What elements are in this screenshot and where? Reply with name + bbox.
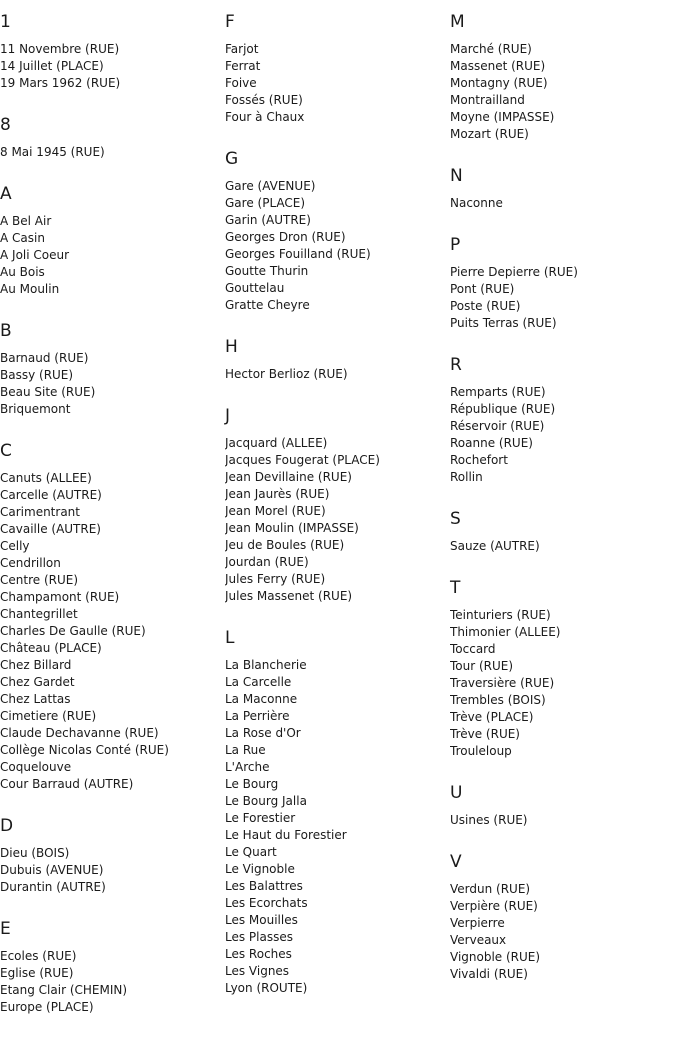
street-item: Trève (PLACE) [450,710,534,724]
street-list [450,812,672,829]
letter-group [225,11,447,126]
street-item: Beau Site (RUE) [0,385,96,399]
street-item: Le Bourg Jalla [225,794,307,808]
street-item: Moyne (IMPASSE) [450,110,555,124]
street-list [0,350,222,418]
letter-group [0,918,222,1016]
street-item: Hector Berlioz (RUE) [225,367,348,381]
street-item: Dieu (BOIS) [0,846,70,860]
street-item: Cimetiere (RUE) [0,709,97,723]
group-letter-heading: B [0,321,12,341]
letter-group [0,815,222,896]
street-item: Carcelle (AUTRE) [0,488,102,502]
street-item: Verpierre [450,916,505,930]
street-item: La Blancherie [225,658,307,672]
letter-group [225,627,447,997]
group-letter-heading: T [450,578,461,598]
street-item: La Carcelle [225,675,292,689]
street-item: Jean Jaurès (RUE) [225,487,330,501]
street-list [450,384,672,486]
street-item: Les Vignes [225,964,290,978]
street-list [0,213,222,298]
street-item: Le Haut du Forestier [225,828,347,842]
street-item: Gare (AVENUE) [225,179,316,193]
street-item: Marché (RUE) [450,42,532,56]
street-item: Jean Morel (RUE) [225,504,326,518]
street-list [225,41,447,126]
group-letter-heading: R [450,355,462,375]
street-item: La Rose d'Or [225,726,301,740]
letter-group [0,11,222,92]
street-item: Verpière (RUE) [450,899,538,913]
street-item: Barnaud (RUE) [0,351,89,365]
street-item: Verdun (RUE) [450,882,531,896]
street-item: Le Vignoble [225,862,295,876]
street-list [450,881,672,983]
street-item: Chantegrillet [0,607,78,621]
street-item: La Rue [225,743,266,757]
street-item: Poste (RUE) [450,299,521,313]
group-letter-heading: A [0,184,12,204]
group-letter-heading: 8 [0,115,11,135]
street-item: Au Bois [0,265,45,279]
street-item: Verveaux [450,933,507,947]
letter-group [450,508,672,555]
street-item: 11 Novembre (RUE) [0,42,120,56]
street-item: Ferrat [225,59,261,73]
group-letter-heading: V [450,852,462,872]
letter-group [450,165,672,212]
letter-group [450,11,672,143]
street-item: Jules Ferry (RUE) [225,572,326,586]
street-list [0,948,222,1016]
street-item: Le Quart [225,845,277,859]
street-item: Coquelouve [0,760,72,774]
street-item: A Joli Coeur [0,248,70,262]
street-item: Trembles (BOIS) [450,693,546,707]
letter-group [0,183,222,298]
street-item: Jacques Fougerat (PLACE) [225,453,380,467]
group-letter-heading: M [450,12,465,32]
street-item: Les Roches [225,947,292,961]
street-list [450,264,672,332]
street-item: Garin (AUTRE) [225,213,311,227]
street-item: Pont (RUE) [450,282,515,296]
street-item: Vignoble (RUE) [450,950,541,964]
street-item: Farjot [225,42,259,56]
group-letter-heading: N [450,166,463,186]
street-item: La Maconne [225,692,298,706]
street-item: Toccard [450,642,496,656]
street-item: Montagny (RUE) [450,76,548,90]
street-item: Puits Terras (RUE) [450,316,557,330]
group-letter-heading: E [0,919,11,939]
street-item: 8 Mai 1945 (RUE) [0,145,105,159]
street-item: Eglise (RUE) [0,966,74,980]
street-item: Mozart (RUE) [450,127,529,141]
street-item: Cendrillon [0,556,61,570]
letter-group [0,320,222,418]
street-list [450,538,672,555]
street-item: Bassy (RUE) [0,368,74,382]
street-item: La Perrière [225,709,290,723]
street-item: Europe (PLACE) [0,1000,94,1014]
street-item: Massenet (RUE) [450,59,546,73]
index-column [450,11,672,1005]
street-item: Trève (RUE) [450,727,520,741]
street-item: Les Mouilles [225,913,298,927]
street-item: Les Ecorchats [225,896,308,910]
street-list [450,41,672,143]
index-column [225,11,447,1019]
street-item: Etang Clair (CHEMIN) [0,983,128,997]
letter-group [0,114,222,161]
street-item: L'Arche [225,760,270,774]
street-item: Château (PLACE) [0,641,102,655]
street-list [450,195,672,212]
street-item: Teinturiers (RUE) [450,608,551,622]
street-item: Les Balattres [225,879,303,893]
street-item: Four à Chaux [225,110,305,124]
street-item: Sauze (AUTRE) [450,539,540,553]
street-item: Le Bourg [225,777,279,791]
street-list [0,845,222,896]
street-item: Fossés (RUE) [225,93,303,107]
street-item: Réservoir (RUE) [450,419,545,433]
street-item: Georges Fouilland (RUE) [225,247,371,261]
street-item: Dubuis (AVENUE) [0,863,104,877]
street-item: Cavaille (AUTRE) [0,522,101,536]
street-item: Cour Barraud (AUTRE) [0,777,134,791]
street-item: Rochefort [450,453,508,467]
street-item: Thimonier (ALLEE) [450,625,561,639]
street-item: Remparts (RUE) [450,385,546,399]
letter-group [450,577,672,760]
street-item: A Bel Air [0,214,52,228]
street-item: Usines (RUE) [450,813,528,827]
letter-group [0,440,222,793]
street-item: Gare (PLACE) [225,196,306,210]
street-list [225,657,447,997]
street-item: Jean Moulin (IMPASSE) [225,521,359,535]
street-item: Charles De Gaulle (RUE) [0,624,146,638]
street-item: Jacquard (ALLEE) [225,436,328,450]
group-letter-heading: G [225,149,239,169]
group-letter-heading: D [0,816,14,836]
street-list [225,178,447,314]
street-item: Naconne [450,196,503,210]
street-item: Au Moulin [0,282,60,296]
letter-group [450,782,672,829]
street-item: Chez Gardet [0,675,75,689]
street-item: 19 Mars 1962 (RUE) [0,76,121,90]
street-item: Claude Dechavanne (RUE) [0,726,159,740]
street-item: Lyon (ROUTE) [225,981,308,995]
letter-group [450,354,672,486]
group-letter-heading: C [0,441,12,461]
street-item: Vivaldi (RUE) [450,967,528,981]
street-item: Jeu de Boules (RUE) [225,538,345,552]
street-list [225,366,447,383]
street-item: Foive [225,76,257,90]
index-column [0,11,222,1038]
street-item: Briquemont [0,402,71,416]
street-item: Georges Dron (RUE) [225,230,346,244]
letter-group [225,405,447,605]
group-letter-heading: J [225,406,231,426]
street-item: Traversière (RUE) [450,676,555,690]
street-item: Centre (RUE) [0,573,79,587]
street-item: Pierre Depierre (RUE) [450,265,578,279]
group-letter-heading: H [225,337,238,357]
street-item: Jules Massenet (RUE) [225,589,353,603]
street-item: Le Forestier [225,811,296,825]
street-item: Gouttelau [225,281,285,295]
letter-group [225,336,447,383]
letter-group [450,851,672,983]
street-item: Jean Devillaine (RUE) [225,470,352,484]
group-letter-heading: S [450,509,461,529]
street-item: Canuts (ALLEE) [0,471,92,485]
letter-group [225,148,447,314]
street-list [0,41,222,92]
group-letter-heading: F [225,12,235,32]
street-item: Roanne (RUE) [450,436,533,450]
street-item: Trouleloup [450,744,512,758]
street-list [450,607,672,760]
street-list [0,470,222,793]
letter-group [450,234,672,332]
street-item: Rollin [450,470,483,484]
street-item: Collège Nicolas Conté (RUE) [0,743,169,757]
street-item: Chez Lattas [0,692,71,706]
street-item: Chez Billard [0,658,72,672]
group-letter-heading: U [450,783,463,803]
street-item: Gratte Cheyre [225,298,310,312]
group-letter-heading: 1 [0,12,11,32]
street-item: Durantin (AUTRE) [0,880,106,894]
street-item: Champamont (RUE) [0,590,120,604]
street-item: Celly [0,539,30,553]
group-letter-heading: L [225,628,235,648]
street-item: Montrailland [450,93,525,107]
street-item: 14 Juillet (PLACE) [0,59,104,73]
street-list [0,144,222,161]
street-item: Tour (RUE) [450,659,514,673]
street-item: Les Plasses [225,930,293,944]
street-item: Jourdan (RUE) [225,555,309,569]
group-letter-heading: P [450,235,461,255]
street-item: République (RUE) [450,402,556,416]
street-item: Goutte Thurin [225,264,309,278]
street-item: A Casin [0,231,45,245]
street-list [225,435,447,605]
street-item: Ecoles (RUE) [0,949,77,963]
street-item: Carimentrant [0,505,80,519]
